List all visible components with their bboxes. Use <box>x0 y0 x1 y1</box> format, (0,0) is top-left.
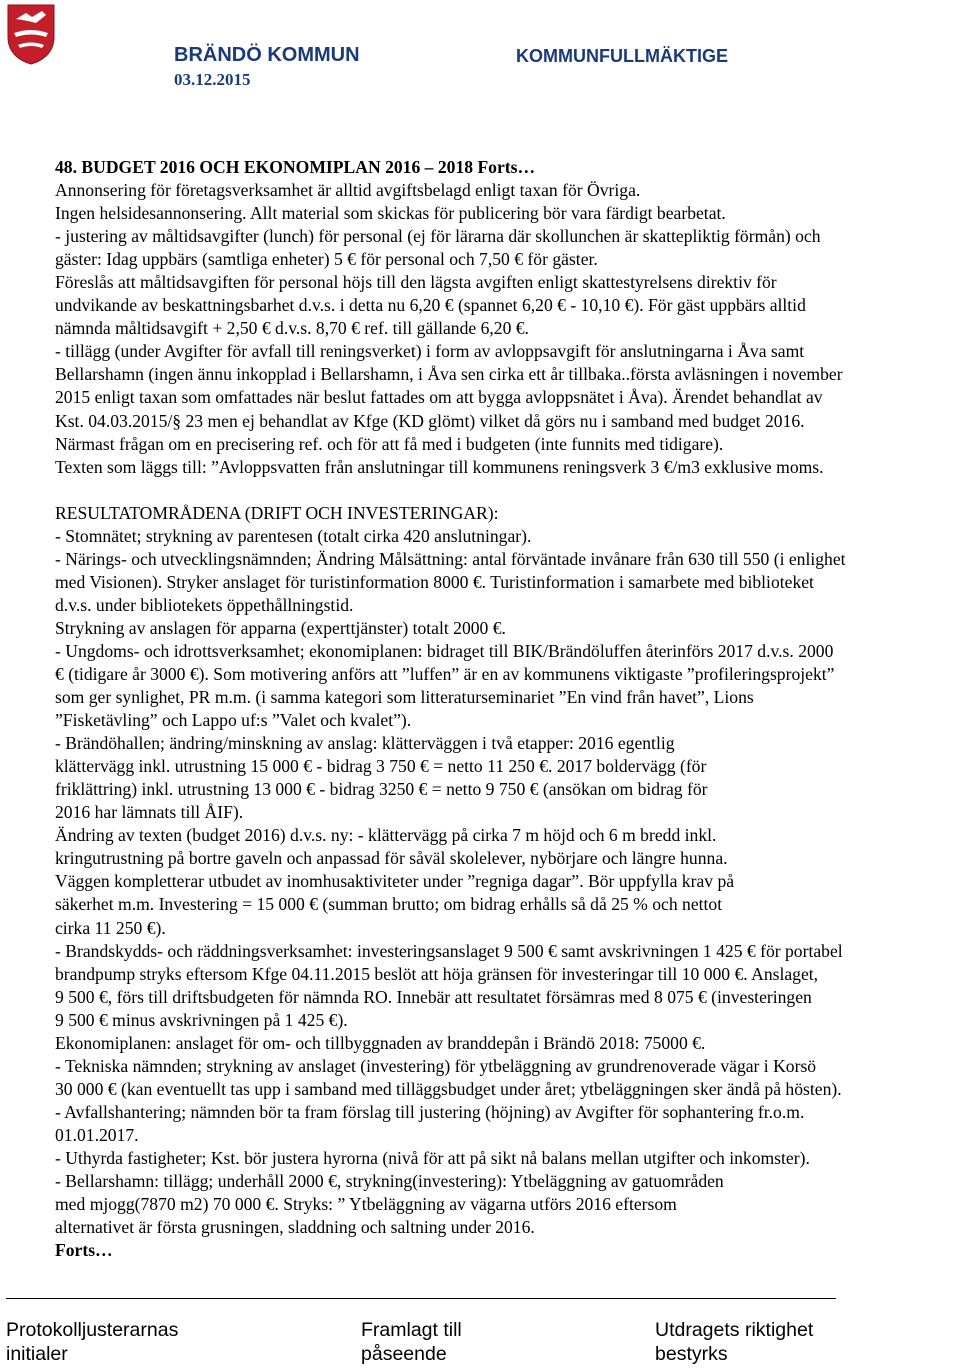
text-line: 9 500 €, förs till driftsbudgeten för nämnda RO. Innebär att resultatet försämras med 8 075 € (investeringen <box>55 986 812 1007</box>
text-line: undvikande av beskattningsbarhet d.v.s. i detta nu 6,20 € (spannet 6,20 € - 10,10 €). För gäst uppbärs alltid <box>55 295 806 316</box>
text-line: - Bellarshamn: tillägg; underhåll 2000 €, strykning(investering): Ytbeläggning av gatuområden <box>55 1171 724 1192</box>
text-line: nämnda måltidsavgift + 2,50 € d.v.s. 8,70 € ref. till gällande 6,20 €. <box>55 318 529 339</box>
text-line: - tillägg (under Avgifter för avfall till reningsverket) i form av avloppsavgift för anslutningarna i Åva samt <box>55 341 805 362</box>
text-line: cirka 11 250 €). <box>55 917 166 938</box>
footer-certified <box>655 1318 813 1366</box>
text-line: Bellarshamn (ingen ännu inkopplad i Bellarshamn, i Åva sen cirka ett år tillbaka..första avläsningen i november <box>55 364 843 385</box>
text-line: brandpump stryks eftersom Kfge 04.11.2015 beslöt att höja gränsen för investeringar till 10 000 €. Anslaget, <box>55 963 819 984</box>
text-line: € (tidigare år 3000 €). Som motivering anförs att ”luffen” är en av kommunens viktigaste ”profileringsprojekt” <box>55 663 835 684</box>
footer-certified-sublabel: bestyrks <box>655 1343 728 1365</box>
text-line: d.v.s. under bibliotekets öppethållningstid. <box>55 594 354 615</box>
text-line: som ger synlighet, PR m.m. (i samma kategori som litteraturseminariet ”En vind från havet”, Lions <box>55 687 754 708</box>
text-line: Annonsering för företagsverksamhet är alltid avgiftsbelagd enligt taxan för Övriga. <box>55 180 641 201</box>
text-line: Texten som läggs till: ”Avloppsvatten från anslutningar till kommunens reningsverk 3 €/m3 exklusive moms. <box>55 456 824 477</box>
text-line: ”Fisketävling” och Lappo uf:s ”Valet och kvalet”). <box>55 710 412 731</box>
paragraph-gap <box>55 479 950 502</box>
text-line: alternativet är första grusningen, sladdning och saltning under 2016. <box>55 1217 535 1238</box>
text-line: - Ungdoms- och idrottsverksamhet; ekonomiplanen: bidraget till BIK/Brändöluffen återinförs 2017 d.v.s. 2000 <box>55 640 834 661</box>
text-line: Väggen kompletterar utbudet av inomhusaktiviteter under ”regniga dagar”. Bör uppfylla krav på <box>55 871 735 892</box>
text-line: med Visionen). Stryker anslaget för turistinformation 8000 €. Turistinformation i samarbete med biblioteket <box>55 571 814 592</box>
footer-initials-sublabel: initialer <box>6 1343 68 1365</box>
council-name: KOMMUNFULLMÄKTIGE <box>516 46 728 66</box>
text-line: 9 500 € minus avskrivningen på 1 425 €). <box>55 1009 348 1030</box>
text-line: Närmast frågan om en precisering ref. och för att få med i budgeten (inte funnits med tidigare). <box>55 433 724 454</box>
text-line: Ingen helsidesannonsering. Allt material som skickas för publicering bör vara färdigt bearbetat. <box>55 203 726 224</box>
continued-label: Forts… <box>55 1240 113 1261</box>
text-line: 01.01.2017. <box>55 1124 139 1145</box>
text-line: 30 000 € (kan eventuellt tas upp i samband med tilläggsbudget under året; ytbeläggningen sker ändå på hösten). <box>55 1078 842 1099</box>
text-line: Ändring av texten (budget 2016) d.v.s. ny: - klättervägg på cirka 7 m höjd och 6 m bredd inkl. <box>55 825 717 846</box>
text-line: 2016 har lämnats till ÅIF). <box>55 802 244 823</box>
municipality-name: BRÄNDÖ KOMMUN <box>174 44 360 66</box>
text-line: - Tekniska nämnden; strykning av anslaget (investering) för ytbeläggning av grundrenoverade vägar i Korsö <box>55 1055 817 1076</box>
text-line: Ekonomiplanen: anslaget för om- och tillbyggnaden av branddepån i Brändö 2018: 75000 €. <box>55 1032 706 1053</box>
text-line: - Närings- och utvecklingsnämnden; Ändring Målsättning: antal förväntade invånare från 630 till 550 (i enlighet <box>55 548 846 569</box>
paragraph-block <box>55 179 950 479</box>
text-line: - Uthyrda fastigheter; Kst. bör justera hyrorna (nivå för att på sikt nå balans mellan utgifter och inkomster). <box>55 1147 810 1168</box>
footer-posted-sublabel: påseende <box>361 1343 447 1365</box>
coat-of-arms-icon <box>6 3 56 65</box>
text-line: säkerhet m.m. Investering = 15 000 € (summan brutto; om bidrag erhålls så då 25 % och nettot <box>55 894 723 915</box>
text-line: - Avfallshantering; nämnden bör ta fram förslag till justering (höjning) av Avgifter för sophantering fr.o.m. <box>55 1101 805 1122</box>
text-line: RESULTATOMRÅDENA (DRIFT OCH INVESTERINGAR): <box>55 502 499 523</box>
footer-initials-label: Protokolljusterarnas <box>6 1319 179 1341</box>
text-line: klättervägg inkl. utrustning 15 000 € - bidrag 3 750 € = netto 11 250 €. 2017 boldervägg (för <box>55 756 707 777</box>
text-line: Strykning av anslagen för apparna (experttjänster) totalt 2000 €. <box>55 617 506 638</box>
text-line: - Brändöhallen; ändring/minskning av anslag: klätterväggen i två etapper: 2016 egentlig <box>55 733 675 754</box>
text-line: 2015 enligt taxan som omfattades när beslut fattades om att bygga avloppsnätet i Åva). Ärendet behandlat av <box>55 387 823 408</box>
text-line: kringutrustning på bortre gaveln och anpassad för såväl skolelever, nybörjare och längre hunna. <box>55 848 728 869</box>
footer-posted <box>361 1318 462 1366</box>
minutes-body <box>55 156 950 1262</box>
text-line: friklättring) inkl. utrustning 13 000 € - bidrag 3250 € = netto 9 750 € (ansökan om bidrag för <box>55 779 708 800</box>
results-areas-block <box>55 502 950 1240</box>
text-line: - Stomnätet; strykning av parentesen (totalt cirka 420 anslutningar). <box>55 525 532 546</box>
footer-certified-label: Utdragets riktighet <box>655 1319 814 1341</box>
meeting-date: 03.12.2015 <box>174 70 251 89</box>
text-line: Föreslås att måltidsavgiften för personal höjs till den lägsta avgiften enligt skattestyrelsens direktiv för <box>55 272 777 293</box>
footer-posted-label: Framlagt till <box>361 1319 462 1341</box>
text-line: Kst. 04.03.2015/§ 23 men ej behandlat av Kfge (KD glömt) vilket då görs nu i samband med budget 2016. <box>55 410 805 431</box>
section-title: 48. BUDGET 2016 OCH EKONOMIPLAN 2016 – 2018 Forts… <box>55 157 536 177</box>
footer-initials <box>6 1318 178 1366</box>
text-line: - justering av måltidsavgifter (lunch) för personal (ej för lärarna där skollunchen är skattepliktig förmån) och <box>55 226 821 247</box>
text-line: gäster: Idag uppbärs (samtliga enheter) 5 € för personal och 7,50 € för gäster. <box>55 249 598 270</box>
footer-divider <box>6 1298 836 1299</box>
text-line: med mjogg(7870 m2) 70 000 €. Stryks: ” Ytbeläggning av vägarna utförs 2016 eftersom <box>55 1194 677 1215</box>
text-line: - Brandskydds- och räddningsverksamhet: investeringsanslaget 9 500 € samt avskrivningen 1 425 € för portabel <box>55 940 843 961</box>
